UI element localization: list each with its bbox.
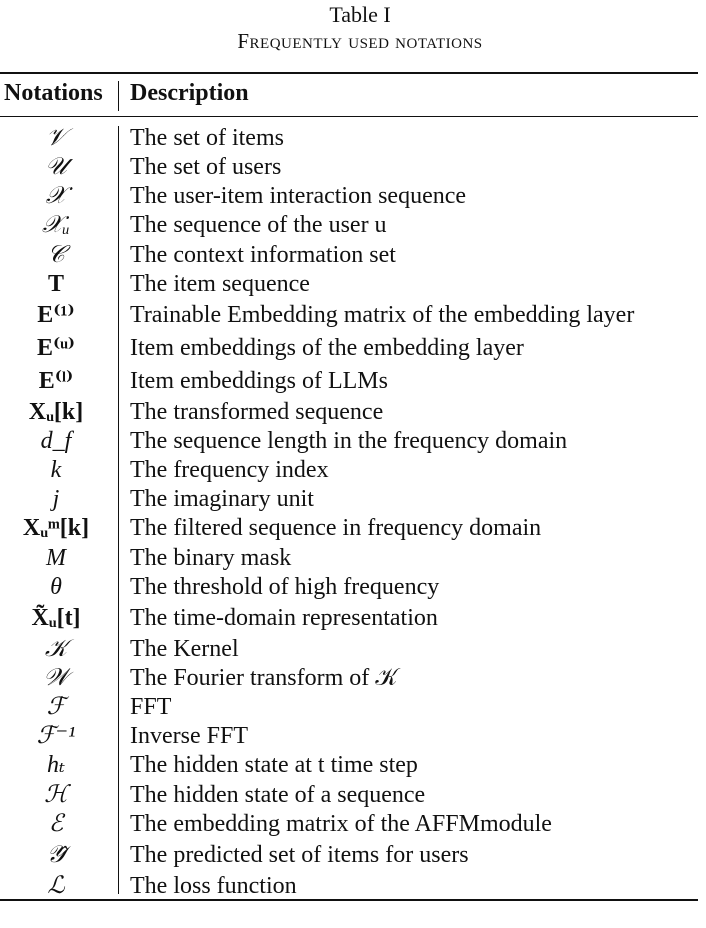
table-row [0, 182, 706, 211]
table-row [0, 456, 706, 485]
description-cell: The filtered sequence in frequency domain [130, 515, 542, 542]
description-cell: The transformed sequence [130, 398, 384, 425]
notation-cell: 𝒲 [43, 664, 69, 691]
table-row [0, 602, 706, 635]
description-cell: The predicted set of items for users [130, 841, 469, 868]
description-cell: The imaginary unit [130, 486, 314, 513]
notation-cell: k [50, 457, 62, 484]
description-cell: The item sequence [130, 270, 310, 297]
description-cell: FFT [130, 694, 172, 721]
table-row [0, 573, 706, 602]
notation-cell: ℰ [48, 810, 64, 837]
notation-cell: M [46, 544, 66, 571]
table-row [0, 781, 706, 810]
description-cell: The set of users [130, 154, 282, 181]
description-cell: The threshold of high frequency [130, 573, 440, 600]
description-cell: The embedding matrix of the AFFMmodule [130, 810, 552, 837]
description-cell: The sequence of the user u [130, 212, 387, 239]
table-row [0, 751, 706, 780]
notation-cell: ℱ⁻¹ [36, 723, 76, 750]
table-row [0, 211, 706, 240]
notation-cell: 𝒞 [47, 241, 65, 268]
description-cell: The context information set [130, 241, 396, 268]
table-title: Frequently used notations [237, 29, 483, 53]
table-row [0, 872, 706, 901]
description-cell: Trainable Embedding matrix of the embedding layer [130, 301, 635, 328]
description-cell: Inverse FFT [130, 723, 248, 750]
notation-cell: 𝒳ᵤ [42, 212, 70, 239]
table-row [0, 810, 706, 839]
header-column-divider [118, 81, 119, 111]
table-row [0, 635, 706, 664]
description-cell: Item embeddings of LLMs [130, 367, 388, 394]
table-row [0, 398, 706, 427]
table-row [0, 544, 706, 573]
table-row [0, 124, 706, 153]
description-cell: The Fourier transform of 𝒦 [130, 664, 398, 691]
table-row [0, 693, 706, 722]
table-row [0, 722, 706, 751]
table-body [0, 124, 706, 901]
notation-cell: 𝒦 [44, 635, 68, 662]
header-notations: Notations [4, 80, 103, 106]
table-row [0, 241, 706, 270]
header-rule [0, 116, 698, 117]
notation-cell: j [52, 486, 60, 513]
description-cell: The binary mask [130, 544, 292, 571]
description-cell: Item embeddings of the embedding layer [130, 334, 524, 361]
table-row [0, 514, 706, 543]
description-cell: The hidden state at t time step [130, 752, 418, 779]
notation-cell: 𝒴̂ [46, 841, 66, 868]
table-row [0, 365, 706, 398]
table-row [0, 299, 706, 332]
description-cell: The hidden state of a sequence [130, 781, 426, 808]
notation-cell: Xᵤᵐ[k] [22, 515, 90, 542]
notation-cell: θ [50, 573, 62, 600]
description-cell: The Kernel [130, 635, 239, 662]
notation-cell: ℒ [47, 872, 65, 899]
description-cell: The sequence length in the frequency domain [130, 427, 568, 454]
notation-cell: Xᵤ[k] [28, 398, 84, 425]
bottom-rule [0, 899, 698, 901]
notation-cell: 𝒰 [45, 154, 67, 181]
table-row [0, 839, 706, 872]
description-cell: The loss function [130, 872, 297, 899]
notation-cell: X̃ᵤ[t] [31, 604, 81, 631]
header-description: Description [130, 80, 249, 106]
notation-cell: ℱ [46, 694, 66, 721]
notation-cell: 𝒳 [45, 183, 67, 210]
notation-cell: E⁽¹⁾ [37, 301, 75, 328]
notation-cell: T [47, 270, 64, 297]
table-row [0, 270, 706, 299]
description-cell: The time-domain representation [130, 604, 438, 631]
top-rule [0, 72, 698, 74]
table-row [0, 485, 706, 514]
notation-cell: hₜ [47, 752, 65, 779]
notation-cell: 𝒱 [46, 125, 66, 151]
description-cell: The frequency index [130, 457, 329, 484]
notation-cell: E⁽ˡ⁾ [38, 367, 74, 394]
notation-cell: E⁽ᵘ⁾ [36, 334, 76, 361]
table-row [0, 427, 706, 456]
table-label: Table I [329, 2, 391, 27]
description-cell: The user-item interaction sequence [130, 183, 467, 210]
table-row [0, 153, 706, 182]
table-row [0, 664, 706, 693]
table-row [0, 332, 706, 365]
notation-cell: d_f [40, 427, 72, 454]
description-cell: The set of items [130, 125, 284, 151]
notation-cell: ℋ [44, 781, 68, 808]
